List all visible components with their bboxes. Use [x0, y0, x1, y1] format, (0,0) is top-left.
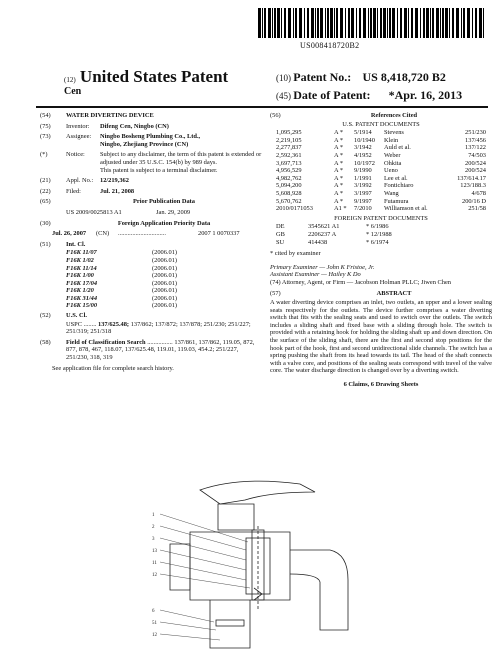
us-doc-date: 4/1952 — [354, 151, 372, 159]
uspc-dots: ........ — [83, 320, 97, 328]
barcode-bar — [307, 8, 309, 38]
us-doc-date: 9/1997 — [354, 197, 372, 205]
notice-text2: This patent is subject to a terminal disclaimer. — [100, 166, 218, 174]
patent-date: *Apr. 16, 2013 — [388, 88, 463, 102]
foreign-doc-country: GB — [276, 230, 285, 238]
field-search — [66, 339, 262, 362]
us-doc-no: 3,697,713 — [276, 159, 302, 167]
us-doc-name: Wang — [384, 189, 399, 197]
appl-code: (21) — [40, 177, 51, 185]
appl-no: 12/219,362 — [100, 177, 129, 185]
barcode-bar — [348, 8, 350, 38]
us-doc-kind: A * — [334, 144, 344, 152]
figure-label: 13 — [152, 549, 157, 554]
figure-label: 6 — [152, 609, 155, 614]
intcl-class: F16K 1/02 — [66, 256, 94, 264]
filed-date: Jul. 21, 2008 — [100, 187, 135, 195]
barcode-bar — [368, 8, 369, 38]
intcl-list — [66, 249, 262, 310]
intcl-class: F16K 31/44 — [66, 294, 98, 302]
barcode-bar — [436, 8, 439, 38]
barcode-bar — [483, 8, 484, 38]
barcode-bar — [440, 8, 441, 38]
prior-date: Jan. 29, 2009 — [156, 208, 191, 216]
barcode-bar — [415, 8, 418, 38]
barcode-bar — [264, 8, 266, 38]
barcode-bar — [452, 8, 454, 38]
figure-label: 11 — [152, 561, 157, 566]
barcode-bar — [472, 8, 473, 38]
figure-labels — [152, 513, 158, 638]
barcode-bar — [327, 8, 329, 38]
patent-no: US 8,418,720 B2 — [362, 70, 446, 84]
inventor-short: Cen — [64, 86, 82, 97]
us-doc-class: 200/524 — [465, 159, 486, 167]
us-doc-date: 7/2010 — [354, 205, 372, 213]
barcode-bar — [359, 8, 361, 38]
us-doc-row — [276, 175, 486, 183]
us-doc-class: 200/524 — [465, 167, 486, 175]
barcode-bar — [272, 8, 273, 38]
foreign-doc-no: 2206237 A — [308, 230, 337, 238]
us-doc-class: 4/678 — [471, 189, 486, 197]
uspc-row — [66, 321, 262, 336]
us-doc-kind: A1 * — [334, 205, 347, 213]
claims-summary: 6 Claims, 6 Drawing Sheets — [343, 381, 419, 388]
intcl-version: (2006.01) — [152, 264, 178, 272]
foreign-no: 2007 1 0070337 — [198, 230, 240, 238]
intcl-version: (2006.01) — [152, 287, 178, 295]
us-doc-name: Ohkita — [384, 159, 402, 167]
foreign-docs-heading: FOREIGN PATENT DOCUMENTS — [334, 214, 428, 222]
us-doc-date: 3/1942 — [354, 144, 372, 152]
notice — [100, 151, 262, 174]
us-doc-class: 123/188.3 — [460, 182, 486, 190]
barcode-bar — [340, 8, 343, 38]
field-dots: ................ — [147, 338, 173, 346]
prior-pub: US 2009/0025813 A1 — [66, 208, 122, 216]
prior-heading: Prior Publication Data — [132, 198, 195, 206]
figure-label: 12 — [152, 633, 157, 638]
us-doc-row — [276, 198, 486, 206]
barcode-bar — [268, 8, 271, 38]
refs-code: (56) — [270, 112, 281, 119]
assignee-row — [40, 133, 262, 148]
us-doc-date: 1/1991 — [354, 174, 372, 182]
barcode-bar — [330, 8, 333, 38]
barcode-bar — [262, 8, 263, 38]
us-doc-date: 3/1992 — [354, 182, 372, 190]
foreign-priority-row — [40, 220, 262, 228]
foreign-doc-date: * 12/1988 — [366, 230, 392, 238]
barcode-bar — [404, 8, 407, 38]
right-column — [270, 112, 492, 389]
barcode — [258, 8, 486, 38]
intcl-version: (2006.01) — [152, 294, 178, 302]
barcode-bar — [304, 8, 305, 38]
us-doc-name: Auld et al. — [384, 144, 411, 152]
us-doc-kind: A * — [334, 182, 344, 190]
foreign-doc-row — [276, 223, 486, 231]
foreign-doc-country: SU — [276, 238, 285, 246]
foreign-date: Jul. 26, 2007 — [52, 230, 87, 238]
us-doc-name: Stevens — [384, 129, 404, 137]
barcode-bar — [258, 8, 261, 38]
us-doc-class: 251/58 — [468, 205, 486, 213]
barcode-bar — [370, 8, 372, 38]
attorney: (74) Attorney, Agent, or Firm — Jacobson Holman PLLC; Jiwen Chen — [270, 278, 451, 286]
intcl-version: (2006.01) — [152, 279, 178, 287]
notice-code: (*) — [40, 151, 48, 159]
refs-heading: References Cited — [370, 112, 418, 119]
left-column — [40, 112, 262, 372]
uscl-row — [40, 312, 262, 320]
barcode-bar — [363, 8, 366, 38]
prior-row — [40, 198, 262, 206]
barcode-bar — [400, 8, 402, 38]
barcode-bar — [430, 8, 431, 38]
foreign-docs-list — [276, 223, 486, 246]
us-doc-kind: A * — [334, 151, 344, 159]
inventor: Difeng Cen, Ningbo (CN) — [100, 122, 169, 130]
leader-lines — [160, 514, 250, 640]
us-docs-list — [276, 129, 486, 213]
uspc — [66, 321, 262, 336]
inventor-row — [40, 123, 262, 131]
patent-no-label: Patent No.: — [293, 70, 352, 84]
barcode-bar — [408, 8, 409, 38]
barcode-bar — [387, 8, 388, 38]
us-doc-no: 2,592,361 — [276, 151, 302, 159]
field-row — [40, 339, 262, 362]
foreign-doc-date: * 6/1986 — [366, 223, 389, 231]
abstract-heading: ABSTRACT — [376, 290, 412, 298]
patent-title-header — [64, 67, 228, 87]
foreign-doc-country: DE — [276, 223, 285, 231]
barcode-bar — [383, 8, 386, 38]
uscl-code: (52) — [40, 312, 51, 320]
title-row — [40, 112, 262, 120]
barcode-bar — [325, 8, 326, 38]
patent-numbers — [276, 69, 462, 105]
us-doc-name: Ueno — [384, 167, 398, 175]
barcode-bar — [311, 8, 314, 38]
us-doc-kind: A * — [334, 129, 344, 137]
barcode-bar — [426, 8, 429, 38]
us-doc-name: Klein — [384, 136, 399, 144]
figure-label: 51 — [152, 621, 157, 626]
us-doc-date: 10/1940 — [354, 136, 375, 144]
intcl-class: F16K 17/04 — [66, 279, 98, 287]
notice-row — [40, 151, 262, 174]
us-doc-kind: A * — [334, 174, 344, 182]
intcl-version: (2006.01) — [152, 256, 178, 264]
field-text: 137/861, 137/862, 119.05, 872, 877, 878, 467, 118.07, 137/625.48, 119.01, 119.03, 454.2; 251/227, 251/230, 318, 319 — [66, 338, 255, 362]
filed-code: (22) — [40, 187, 51, 195]
foreign-doc-row — [276, 239, 486, 247]
assignee-line2: Ningbo, Zhejiang Province (CN) — [100, 140, 189, 148]
us-doc-name: Weber — [384, 151, 401, 159]
notice-label: Notice: — [66, 151, 85, 159]
inventor-code: (75) — [40, 122, 51, 130]
intcl-version: (2006.01) — [152, 302, 178, 310]
patent-no-line — [276, 69, 462, 87]
us-doc-date: 9/1990 — [354, 167, 372, 175]
us-doc-class: 200/16 D — [462, 197, 486, 205]
barcode-bar — [356, 8, 357, 38]
uscl-label: U.S. Cl. — [66, 312, 87, 320]
us-doc-row — [276, 167, 486, 175]
barcode-bar — [442, 8, 444, 38]
barcode-bar — [475, 8, 477, 38]
figure-label: 1 — [152, 513, 155, 518]
us-doc-row — [276, 129, 486, 137]
barcode-bar — [373, 8, 376, 38]
intcl-version: (2006.01) — [152, 272, 178, 280]
filed-row — [40, 188, 262, 196]
appl-row — [40, 177, 262, 185]
barcode-bar — [277, 8, 280, 38]
barcode-bar — [281, 8, 282, 38]
us-doc-no: 2,277,837 — [276, 144, 302, 152]
us-doc-no: 1,095,295 — [276, 129, 302, 137]
barcode-bar — [377, 8, 378, 38]
barcode-number: US008418720B2 — [300, 41, 360, 50]
assistant-examiner: Assistant Examiner — Hailey K Do — [270, 271, 361, 279]
us-docs-heading: U.S. PATENT DOCUMENTS — [342, 120, 420, 128]
barcode-bar — [315, 8, 316, 38]
inventor-label: Inventor: — [66, 122, 90, 130]
us-doc-name: Williamson et al. — [384, 205, 428, 213]
united-states-patent: United States Patent — [79, 67, 229, 86]
us-doc-class: 251/230 — [465, 129, 486, 137]
barcode-bar — [479, 8, 482, 38]
foreign-doc-no: 414438 — [308, 238, 328, 246]
us-doc-no: 5,670,762 — [276, 197, 302, 205]
intcl-class: F16K 1/20 — [66, 287, 94, 295]
date-label: Date of Patent: — [293, 88, 371, 102]
filed-label: Filed: — [66, 187, 81, 195]
us-doc-row — [276, 205, 486, 213]
field-code: (58) — [40, 338, 51, 346]
barcode-bar — [423, 8, 425, 38]
intcl-class: F16K 11/14 — [66, 264, 97, 272]
us-doc-no: 2,219,105 — [276, 136, 302, 144]
notice-text: Subject to any disclaimer, the term of this patent is extended or adjusted under 35 U.S.C. 154(b) by 989 days. — [100, 151, 262, 166]
foreign-doc-date: * 6/1974 — [366, 238, 389, 246]
prior-pub-row — [66, 209, 262, 217]
barcode-bar — [420, 8, 421, 38]
barcode-bar — [389, 8, 391, 38]
us-doc-no: 4,982,762 — [276, 174, 302, 182]
us-doc-date: 3/1997 — [354, 189, 372, 197]
invention-title: WATER DIVERTING DEVICE — [66, 112, 154, 119]
title-code: (54) — [40, 112, 51, 119]
us-doc-class: 137/456 — [465, 136, 486, 144]
barcode-bar — [411, 8, 413, 38]
us-doc-date: 10/1972 — [354, 159, 375, 167]
us-doc-row — [276, 137, 486, 145]
us-doc-class: 137/122 — [465, 144, 486, 152]
barcode-bar — [461, 8, 462, 38]
barcode-bar — [284, 8, 286, 38]
abstract-code: (57) — [270, 290, 281, 298]
figure-label: 12 — [152, 573, 157, 578]
foreign-country: (CN) — [96, 230, 110, 238]
uspc-main: 137/625.48; — [98, 320, 130, 328]
us-doc-name: Fontichiaro — [384, 182, 414, 190]
cited-note: * cited by examiner — [270, 250, 321, 258]
us-doc-no: 4,956,529 — [276, 167, 302, 175]
intcl-class: F16K 1/00 — [66, 272, 94, 280]
barcode-bar — [299, 8, 302, 38]
assignee-label: Assignee: — [66, 133, 92, 141]
us-doc-name: Futamura — [384, 197, 409, 205]
intcl-label: Int. Cl. — [66, 240, 86, 248]
primary-examiner: Primary Examiner — John K Fristoe, Jr. — [270, 263, 375, 271]
figure-label: 2 — [152, 525, 155, 530]
barcode-bar — [467, 8, 470, 38]
us-doc-class: 74/503 — [468, 151, 486, 159]
intcl-row — [40, 241, 262, 249]
barcode-bar — [392, 8, 395, 38]
country-code: (12) — [64, 76, 76, 84]
patent-no-code: (10) — [276, 73, 291, 83]
date-line — [276, 87, 462, 105]
barcode-bar — [345, 8, 346, 38]
intcl-version: (2006.01) — [152, 249, 178, 257]
barcode-bar — [432, 8, 434, 38]
field-label: Field of Classification Search — [66, 338, 146, 346]
uspc-label: USPC — [66, 320, 82, 328]
barcode-bar — [336, 8, 338, 38]
us-doc-date: 5/1914 — [354, 129, 372, 137]
valve-drawing — [150, 470, 366, 660]
barcode-bar — [380, 8, 382, 38]
assignee-line1: Ningbo Bosheng Plumbing Co., Ltd., — [100, 133, 201, 141]
us-doc-kind: A * — [334, 189, 344, 197]
abstract-text: A water diverting device comprises an inlet, two outlets, an upper and a lower sealing seats respectively for the outlets. The device further comprises a water diverting switch that fits with the sealing seats and used to switch over the outlets. The switch includes a sliding shaft and fixed base with a sliding through hole. The switch is provided with a retaining hook for holding the sliding shaft up and down direction. On the surface of the sliding shaft, there are the first and second stop positions for the hook part of the hook, first and second unidirectional slide channels. The switch has a spring pushing the shaft from its head towards its tail. The head of the shaft connects with a valve core, and positions of the sealing seats correspond with travel of the valve core. The water discharge direction is changed over by a diverting switch. — [270, 299, 492, 375]
barcode-bar — [274, 8, 276, 38]
us-doc-kind: A * — [334, 159, 344, 167]
barcode-bar — [317, 8, 319, 38]
date-code: (45) — [276, 91, 291, 101]
foreign-priority-entry — [52, 230, 262, 238]
intcl-class: F16K 11/07 — [66, 249, 97, 257]
see-application: See application file for complete search history. — [52, 364, 174, 372]
barcode-bar — [334, 8, 335, 38]
barcode-bar — [445, 8, 448, 38]
us-doc-row — [276, 190, 486, 198]
intcl-class: F16K 15/00 — [66, 302, 98, 310]
foreign-dots: .............................. — [118, 230, 166, 238]
intcl-code: (51) — [40, 240, 51, 248]
barcode-bar — [449, 8, 450, 38]
barcode-bar — [351, 8, 354, 38]
barcode-bar — [456, 8, 459, 38]
valve-body — [170, 481, 348, 648]
us-doc-no: 5,608,928 — [276, 189, 302, 197]
barcode-bar — [463, 8, 465, 38]
barcode-bar — [295, 8, 297, 38]
us-doc-class: 137/614.17 — [457, 174, 486, 182]
us-doc-no: 5,094,200 — [276, 182, 302, 190]
us-doc-no: 2010/0171053 — [276, 205, 313, 213]
foreign-doc-row — [276, 231, 486, 239]
barcode-bar — [288, 8, 291, 38]
refs-heading-row — [270, 112, 492, 120]
assignee — [100, 133, 262, 148]
us-doc-row — [276, 160, 486, 168]
us-doc-row — [276, 152, 486, 160]
uspc-rest: 137/862; 137/872; 137/878; 251/230; 251/227; 251/319; 251/318 — [66, 320, 251, 336]
foreign-doc-no: 3545621 A1 — [308, 223, 340, 231]
us-doc-row — [276, 144, 486, 152]
barcode-bar — [320, 8, 323, 38]
prior-code: (65) — [40, 198, 51, 206]
us-doc-kind: A * — [334, 197, 344, 205]
us-doc-kind: A * — [334, 136, 344, 144]
figure-label: 3 — [152, 537, 155, 542]
barcode-bar — [293, 8, 294, 38]
abstract-heading-row — [270, 290, 492, 298]
barcode-bar — [397, 8, 398, 38]
foreign-code: (30) — [40, 219, 51, 227]
us-doc-row — [276, 182, 486, 190]
foreign-heading: Foreign Application Priority Data — [117, 219, 211, 227]
appl-label: Appl. No.: — [66, 177, 94, 185]
us-doc-name: Lee et al. — [384, 174, 408, 182]
assignee-code: (73) — [40, 133, 51, 141]
us-doc-kind: A * — [334, 167, 344, 175]
header-rule — [36, 106, 488, 108]
